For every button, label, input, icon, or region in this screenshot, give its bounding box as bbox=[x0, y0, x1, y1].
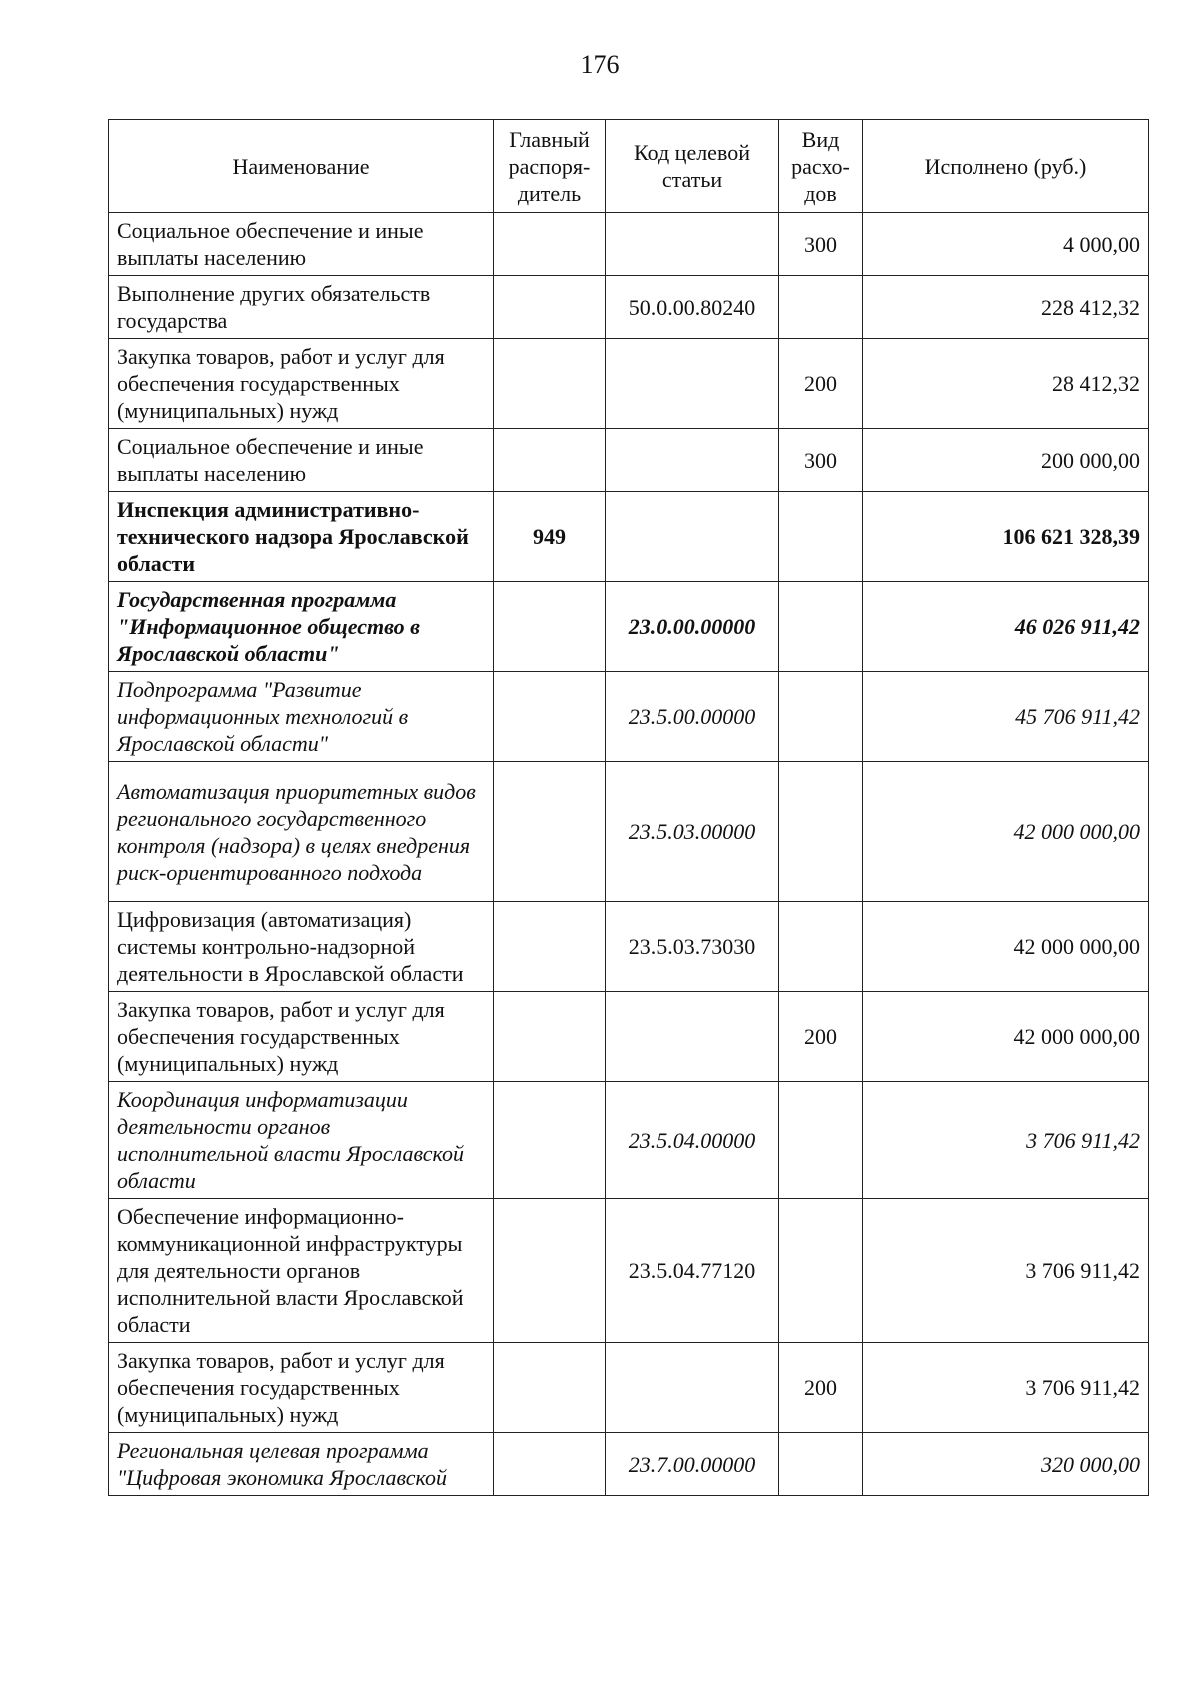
cell-executed: 200 000,00 bbox=[863, 429, 1149, 492]
cell-chief bbox=[494, 672, 606, 762]
cell-kind bbox=[779, 1199, 863, 1343]
cell-code bbox=[606, 429, 779, 492]
cell-executed: 3 706 911,42 bbox=[863, 1199, 1149, 1343]
header-name: Наименование bbox=[109, 120, 494, 213]
cell-name: Подпрограмма "Развитие информационных технологий в Ярославской области" bbox=[109, 672, 494, 762]
table-row bbox=[109, 762, 1149, 902]
header-executed: Исполнено (руб.) bbox=[863, 120, 1149, 213]
page-number: 176 bbox=[580, 50, 620, 79]
cell-executed: 42 000 000,00 bbox=[863, 902, 1149, 992]
cell-chief bbox=[494, 762, 606, 902]
cell-name: Координация информатизации деятельности органов исполнительной власти Ярославской области bbox=[109, 1082, 494, 1199]
cell-name: Закупка товаров, работ и услуг для обеспечения государственных (муниципальных) нужд bbox=[109, 339, 494, 429]
table-row bbox=[109, 276, 1149, 339]
cell-executed: 42 000 000,00 bbox=[863, 992, 1149, 1082]
cell-executed: 106 621 328,39 bbox=[863, 492, 1149, 582]
cell-executed: 3 706 911,42 bbox=[863, 1343, 1149, 1433]
header-kind: Вид расхо-дов bbox=[779, 120, 863, 213]
cell-kind: 300 bbox=[779, 213, 863, 276]
cell-name: Социальное обеспечение и иные выплаты населению bbox=[109, 429, 494, 492]
cell-kind bbox=[779, 276, 863, 339]
cell-code bbox=[606, 339, 779, 429]
cell-code: 23.5.04.00000 bbox=[606, 1082, 779, 1199]
table-row bbox=[109, 672, 1149, 762]
cell-name: Выполнение других обязательств государства bbox=[109, 276, 494, 339]
cell-chief bbox=[494, 1433, 606, 1496]
cell-name: Инспекция административно-технического надзора Ярославской области bbox=[109, 492, 494, 582]
cell-kind bbox=[779, 582, 863, 672]
cell-chief bbox=[494, 1082, 606, 1199]
table-row bbox=[109, 213, 1149, 276]
cell-chief bbox=[494, 213, 606, 276]
cell-kind bbox=[779, 762, 863, 902]
cell-executed: 320 000,00 bbox=[863, 1433, 1149, 1496]
cell-executed: 4 000,00 bbox=[863, 213, 1149, 276]
cell-code: 50.0.00.80240 bbox=[606, 276, 779, 339]
cell-kind bbox=[779, 1433, 863, 1496]
cell-name: Закупка товаров, работ и услуг для обеспечения государственных (муниципальных) нужд bbox=[109, 992, 494, 1082]
cell-executed: 3 706 911,42 bbox=[863, 1082, 1149, 1199]
cell-code bbox=[606, 213, 779, 276]
cell-code: 23.7.00.00000 bbox=[606, 1433, 779, 1496]
table-row bbox=[109, 1199, 1149, 1343]
cell-executed: 28 412,32 bbox=[863, 339, 1149, 429]
cell-chief bbox=[494, 276, 606, 339]
cell-chief bbox=[494, 582, 606, 672]
table-row bbox=[109, 1343, 1149, 1433]
cell-code bbox=[606, 1343, 779, 1433]
header-code: Код целевой статьи bbox=[606, 120, 779, 213]
table-row bbox=[109, 582, 1149, 672]
cell-chief bbox=[494, 429, 606, 492]
cell-kind: 200 bbox=[779, 992, 863, 1082]
cell-name: Обеспечение информационно-коммуникационной инфраструктуры для деятельности органов исполнительной власти Ярославской области bbox=[109, 1199, 494, 1343]
cell-executed: 46 026 911,42 bbox=[863, 582, 1149, 672]
table-row bbox=[109, 492, 1149, 582]
cell-code: 23.5.03.00000 bbox=[606, 762, 779, 902]
cell-code bbox=[606, 992, 779, 1082]
cell-code: 23.5.04.77120 bbox=[606, 1199, 779, 1343]
cell-code bbox=[606, 492, 779, 582]
cell-name: Цифровизация (автоматизация) системы контрольно-надзорной деятельности в Ярославской области bbox=[109, 902, 494, 992]
cell-code: 23.5.03.73030 bbox=[606, 902, 779, 992]
cell-executed: 45 706 911,42 bbox=[863, 672, 1149, 762]
cell-code: 23.0.00.00000 bbox=[606, 582, 779, 672]
cell-chief bbox=[494, 902, 606, 992]
table-row bbox=[109, 1082, 1149, 1199]
cell-kind bbox=[779, 902, 863, 992]
header-chief: Главный распоря-дитель bbox=[494, 120, 606, 213]
cell-code: 23.5.00.00000 bbox=[606, 672, 779, 762]
table-row bbox=[109, 902, 1149, 992]
cell-chief bbox=[494, 1199, 606, 1343]
cell-kind bbox=[779, 672, 863, 762]
cell-executed: 42 000 000,00 bbox=[863, 762, 1149, 902]
cell-chief: 949 bbox=[494, 492, 606, 582]
expenditure-table bbox=[108, 119, 1149, 1496]
cell-name: Закупка товаров, работ и услуг для обеспечения государственных (муниципальных) нужд bbox=[109, 1343, 494, 1433]
table-body bbox=[109, 213, 1149, 1496]
cell-name: Региональная целевая программа "Цифровая экономика Ярославской bbox=[109, 1433, 494, 1496]
cell-name: Социальное обеспечение и иные выплаты населению bbox=[109, 213, 494, 276]
table-row bbox=[109, 992, 1149, 1082]
cell-chief bbox=[494, 1343, 606, 1433]
cell-kind: 200 bbox=[779, 339, 863, 429]
cell-kind bbox=[779, 1082, 863, 1199]
cell-chief bbox=[494, 339, 606, 429]
header-row bbox=[109, 120, 1149, 213]
cell-name: Автоматизация приоритетных видов регионального государственного контроля (надзора) в целях внедрения риск-ориентированного подхода bbox=[109, 762, 494, 902]
table-row bbox=[109, 1433, 1149, 1496]
cell-kind: 200 bbox=[779, 1343, 863, 1433]
table-row bbox=[109, 339, 1149, 429]
table-row bbox=[109, 429, 1149, 492]
cell-chief bbox=[494, 992, 606, 1082]
cell-kind bbox=[779, 492, 863, 582]
cell-executed: 228 412,32 bbox=[863, 276, 1149, 339]
cell-kind: 300 bbox=[779, 429, 863, 492]
cell-name: Государственная программа "Информационное общество в Ярославской области" bbox=[109, 582, 494, 672]
